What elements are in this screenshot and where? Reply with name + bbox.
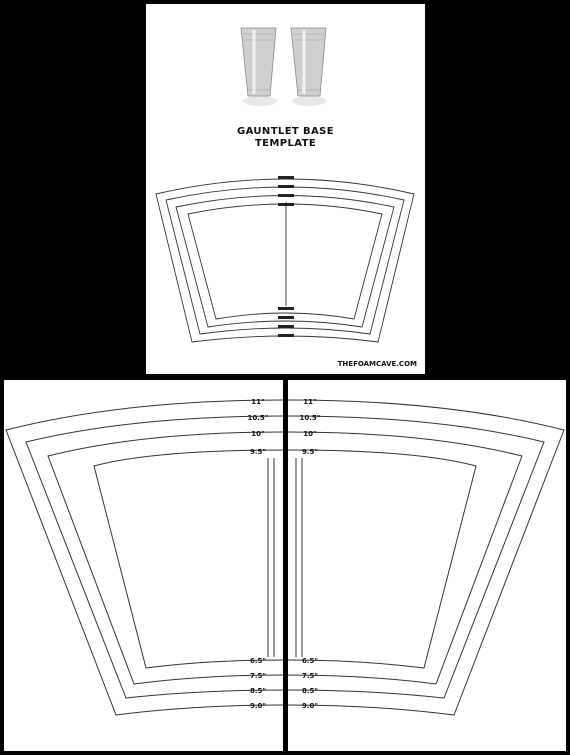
template-right-half [288, 380, 566, 751]
template-title-line-1: GAUNTLET BASE [236, 126, 335, 137]
left-label-bottom-3: 8.5" [249, 687, 267, 695]
cup-illustration-left [241, 28, 277, 106]
left-label-bottom-1: 6.5" [249, 657, 267, 665]
template-title-line-2: TEMPLATE [254, 138, 317, 149]
preview-drawing [146, 4, 425, 374]
left-label-top-2: 10.5" [247, 414, 269, 422]
right-bottom-labels [302, 657, 318, 710]
full-page-preview [146, 4, 425, 374]
left-label-top-3: 10" [251, 430, 265, 438]
left-label-bottom-2: 7.5" [249, 672, 267, 680]
right-label-top-4: 9.5" [301, 448, 319, 456]
right-arcs [288, 400, 564, 715]
left-top-labels [248, 398, 269, 456]
left-label-bottom-4: 9.0" [249, 702, 267, 710]
left-half-drawing [4, 380, 283, 751]
right-top-labels [300, 398, 321, 456]
right-label-top-2: 10.5" [299, 414, 321, 422]
template-left-half [4, 380, 283, 751]
website-label: THEFOAMCAVE.COM [337, 360, 417, 368]
right-half-drawing [288, 380, 566, 751]
left-arcs [6, 400, 283, 715]
cup-illustration-right [291, 28, 326, 106]
left-bottom-labels [250, 657, 266, 710]
left-label-top-1: 11" [251, 398, 265, 406]
right-label-bottom-3: 8.5" [301, 687, 319, 695]
left-label-top-4: 9.5" [249, 448, 267, 456]
right-label-top-3: 10" [303, 430, 317, 438]
right-label-top-1: 11" [303, 398, 317, 406]
right-label-bottom-4: 9.0" [301, 702, 319, 710]
right-label-bottom-1: 6.5" [301, 657, 319, 665]
right-label-bottom-2: 7.5" [301, 672, 319, 680]
